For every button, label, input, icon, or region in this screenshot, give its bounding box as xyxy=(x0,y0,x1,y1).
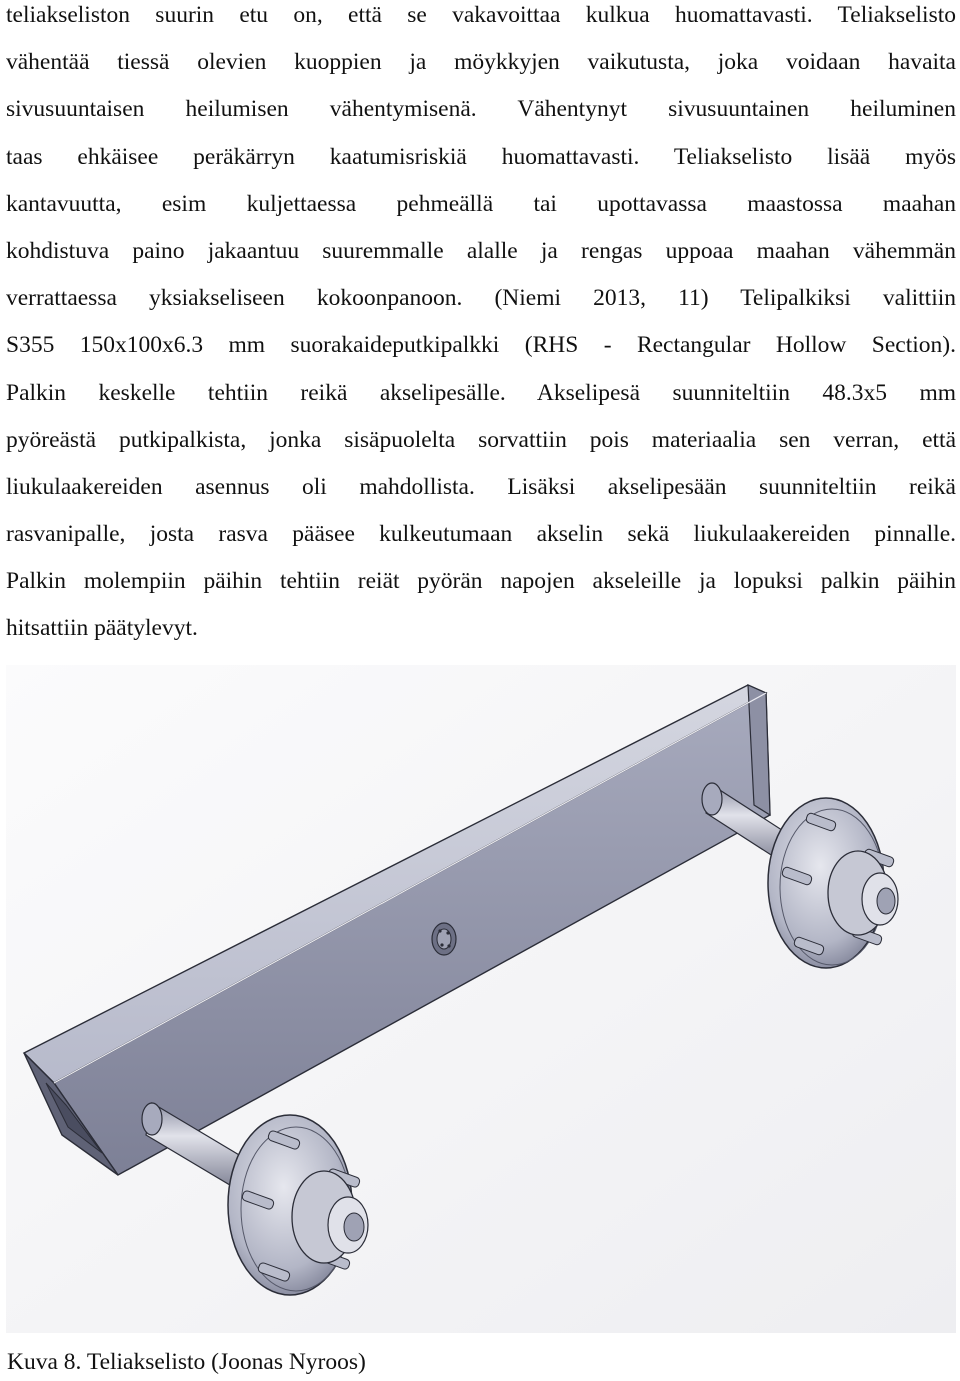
paragraph-line: sivusuuntaisen heilumisen vähentymisenä. Vähentynyt sivusuuntainen heiluminen xyxy=(6,96,956,123)
body-paragraph xyxy=(6,0,956,661)
paragraph-line: kohdistuva paino jakaantuu suuremmalle alalle ja rengas uppoaa maahan vähemmän xyxy=(6,237,956,264)
figure-bogie-axle xyxy=(6,665,956,1333)
paragraph-line: hitsattiin päätylevyt. xyxy=(6,615,198,642)
paragraph-line: vähentää tiessä olevien kuoppien ja möykkyjen vaikutusta, joka voidaan havaita xyxy=(6,49,956,76)
paragraph-line: liukulaakereiden asennus oli mahdollista. Lisäksi akselipesään suunniteltiin reikä xyxy=(6,473,956,500)
paragraph-line: verrattaessa yksiakseliseen kokoonpanoon. (Niemi 2013, 11) Telipalkiksi valittiin xyxy=(6,285,956,312)
paragraph-line: Palkin molempiin päihin tehtiin reiät pyörän napojen akseleille ja lopuksi palkin päihin xyxy=(6,568,956,595)
bogie-axle-render xyxy=(6,665,956,1333)
paragraph-line: kantavuutta, esim kuljettaessa pehmeällä tai upottavassa maastossa maahan xyxy=(6,190,956,217)
paragraph-line: teliakseliston suurin etu on, että se vakavoittaa kulkua huomattavasti. Teliakselisto xyxy=(6,2,956,28)
paragraph-line: taas ehkäisee peräkärryn kaatumisriskiä huomattavasti. Teliakselisto lisää myös xyxy=(6,143,956,170)
paragraph-line: Palkin keskelle tehtiin reikä akselipesälle. Akselipesä suunniteltiin 48.3x5 mm xyxy=(6,379,956,406)
axle-housing-hole xyxy=(432,923,456,955)
figure-caption: Kuva 8. Teliakselisto (Joonas Nyroos) xyxy=(7,1349,366,1375)
paragraph-line: S355 150x100x6.3 mm suorakaideputkipalkki (RHS - Rectangular Hollow Section). xyxy=(6,332,956,359)
paragraph-line: pyöreästä putkipalkista, jonka sisäpuolelta sorvattiin pois materiaalia sen verran, että xyxy=(6,426,956,453)
paragraph-line: rasvanipalle, josta rasva pääsee kulkeutumaan akselin sekä liukulaakereiden pinnalle. xyxy=(6,521,956,548)
